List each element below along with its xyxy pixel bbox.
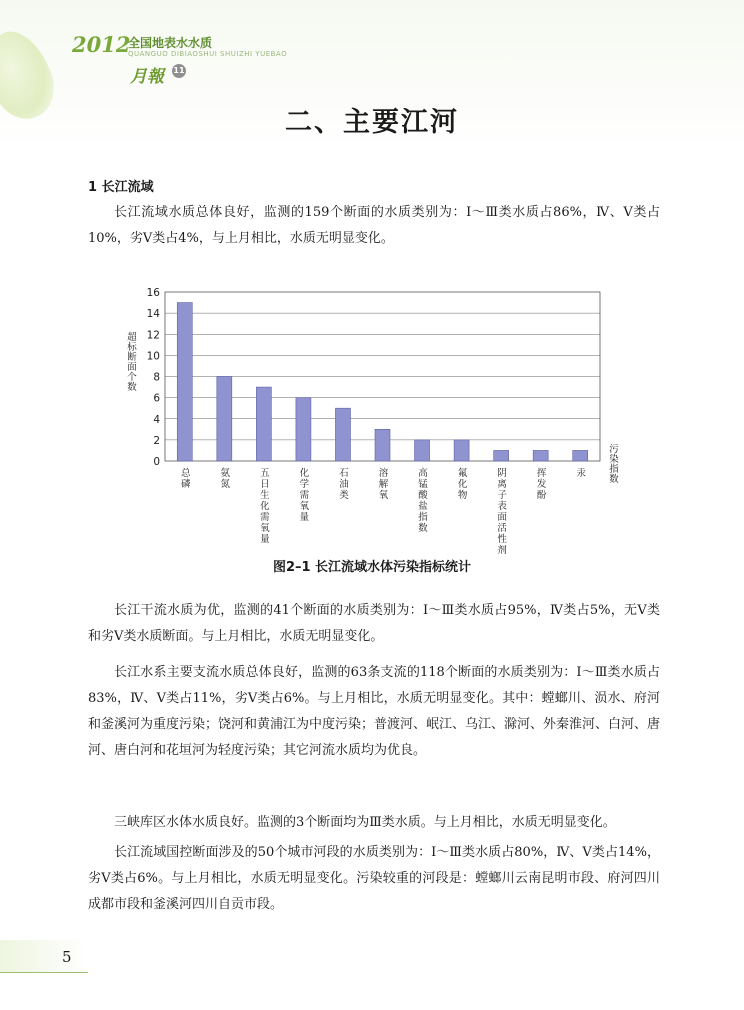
- chart-caption: 图2–1 长江流域水体污染指标统计: [272, 560, 472, 575]
- x-category-label: 汞: [576, 468, 586, 479]
- issue-badge: 11: [172, 64, 186, 78]
- y-tick-label: 16: [146, 287, 160, 299]
- paragraph-basin-summary: 长江流域水质总体良好，监测的159个断面的水质类别为：Ⅰ～Ⅲ类水质占86%，Ⅳ、Ⅴ类占10%，劣Ⅴ类占4%，与上月相比，水质无明显变化。: [88, 205, 660, 246]
- x-axis-label: 污染指数: [609, 444, 619, 485]
- publication-header: [72, 32, 288, 87]
- header-monthly: 月報: [130, 67, 164, 87]
- header-year: 2012: [72, 32, 131, 57]
- bar-11: [573, 450, 588, 461]
- paragraph-three-gorges: 三峡库区水体水质良好。监测的3个断面均为Ⅲ类水质。与上月相比，水质无明显变化。: [114, 815, 616, 830]
- x-category-label: 阴离子表面活性剂: [497, 468, 507, 556]
- chart-svg: [90, 280, 650, 556]
- y-tick-label: 4: [153, 413, 160, 426]
- bar-5: [335, 408, 350, 461]
- y-tick-label: 14: [146, 308, 160, 321]
- bar-2: [217, 377, 232, 462]
- bar-4: [296, 398, 311, 461]
- bar-8: [454, 440, 469, 461]
- footer-line: [0, 972, 88, 973]
- paragraph-mainstream: 长江干流水质为优，监测的41个断面的水质类别为：Ⅰ～Ⅲ类水质占95%，Ⅳ类占5%，无Ⅴ类和劣Ⅴ类水质断面。与上月相比，水质无明显变化。: [88, 603, 660, 644]
- y-tick-label: 2: [153, 434, 160, 447]
- bar-1: [177, 303, 192, 461]
- header-publication-name: 全国地表水水质: [128, 36, 213, 50]
- paragraph-tributaries: 长江水系主要支流水质总体良好，监测的63条支流的118个断面的水质类别为：Ⅰ～Ⅲ类水质占83%，Ⅳ、Ⅴ类占11%，劣Ⅴ类占6%。与上月相比，水质无明显变化。其中：螳螂川、涢水、府河和釜溪河为重度污染；饶河和黄浦江为中度污染；普渡河、岷江、乌江、滁河、外秦淮河、白河、唐河、唐白河和花垣河为轻度污染；其它河流水质均为优良。: [88, 665, 661, 758]
- page-number: 5: [62, 948, 72, 966]
- y-tick-label: 12: [146, 329, 160, 342]
- x-category-label: 挥发酚: [536, 468, 547, 501]
- x-category-label: 高锰酸盐指数: [418, 468, 428, 534]
- y-tick-label: 6: [153, 392, 160, 405]
- y-tick-label: 0: [153, 456, 160, 468]
- y-tick-label: 10: [146, 350, 160, 363]
- bar-9: [494, 450, 509, 461]
- x-category-label: 石油类: [339, 468, 349, 501]
- header-pinyin: QUANGUO DIBIAOSHUI SHUIZHI YUEBAO: [128, 50, 288, 58]
- bar-6: [375, 429, 390, 461]
- x-category-label: 总磷: [181, 468, 191, 490]
- x-category-label: 氨氮: [220, 468, 231, 490]
- bar-3: [256, 387, 271, 461]
- page-title: 二、主要江河: [285, 107, 459, 138]
- x-category-label: 五日生化需氧量: [260, 468, 270, 545]
- y-tick-label: 8: [153, 371, 160, 384]
- footer-decoration: [0, 940, 88, 972]
- x-category-label: 氟化物: [457, 468, 468, 501]
- bar-7: [415, 440, 430, 461]
- bar-10: [533, 450, 548, 461]
- x-category-label: 溶解氧: [378, 468, 389, 501]
- section-heading: 1 长江流域: [88, 180, 154, 195]
- paragraph-city-sections: 长江流域国控断面涉及的50个城市河段的水质类别为：Ⅰ～Ⅲ类水质占80%，Ⅳ、Ⅴ类占14%，劣Ⅴ类占6%。与上月相比，水质无明显变化。污染较重的河段是：螳螂川云南昆明市段、府河四川成都市段和釜溪河四川自贡市段。: [88, 845, 660, 912]
- y-axis-label: 超标断面个数: [127, 332, 137, 393]
- pollution-indicator-chart: [90, 280, 650, 556]
- x-category-label: 化学需氧量: [299, 468, 310, 523]
